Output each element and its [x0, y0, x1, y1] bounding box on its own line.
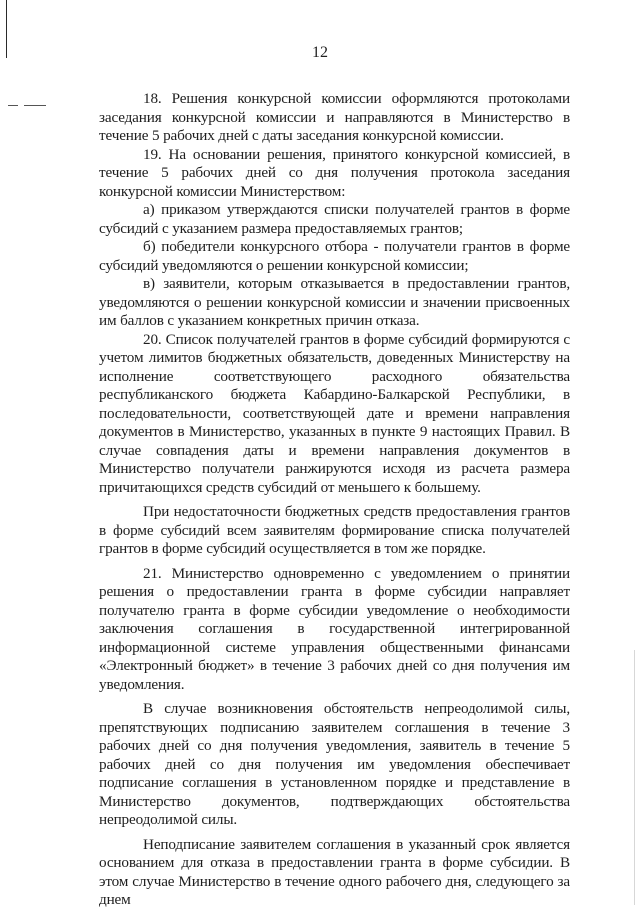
scan-dash-mark [8, 105, 18, 106]
paragraph-21-non-signing: Неподписание заявителем соглашения в указанный срок является основанием для отказа в предоставлении гранта в форме субсидии. В этом случае Министерство в течение одного рабочего дня, следующего за днем [99, 835, 570, 908]
paragraph-19: 19. На основании решения, принятого конкурсной комиссией, в течение 5 рабочих дней со дня получения протокола заседания конкурсной комиссии Министерством: [99, 145, 570, 200]
paragraph-19-v: в) заявители, которым отказывается в предоставлении грантов, уведомляются о решении конкурсной комиссии и значении присвоенных им баллов с указанием конкретных причин отказа. [99, 275, 570, 329]
paragraph-18: 18. Решения конкурсной комиссии оформляются протоколами заседания конкурсной комиссии и направляются в Министерство в течение 5 рабочих дней с даты заседания конкурсной комиссии. [99, 90, 570, 144]
document-body [99, 90, 570, 910]
scan-dash-mark [24, 105, 46, 106]
paragraph-21: 21. Министерство одновременно с уведомлением о принятии решения о предоставлении гранта в форме субсидии направляет получателю гранта в форме субсидии уведомление о необходимости заключения соглашения в государственной интегрированной информационной системе управления общественными финансами «Электронный бюджет» в течение 3 рабочих дней со дня получения им уведомления. [99, 564, 570, 693]
paragraph-21-force-majeure: В случае возникновения обстоятельств непреодолимой силы, препятствующих подписанию заявителем соглашения в течение 3 рабочих дней со дня получения уведомления, заявитель в течение 5 рабочих дней со дня получения им уведомления обеспечивает подписание соглашения в установленном порядке и представление в Министерство документов, подтверждающих обстоятельства непреодолимой силы. [99, 700, 570, 828]
paragraph-19-b: б) победители конкурсного отбора - получатели грантов в форме субсидий уведомляются о решении конкурсной комиссии; [99, 238, 570, 274]
scan-edge-mark [634, 650, 635, 905]
page-number: 12 [312, 44, 328, 61]
paragraph-19-a: а) приказом утверждаются списки получателей грантов в форме субсидий с указанием размера предоставляемых грантов; [99, 201, 570, 237]
paragraph-20: 20. Список получателей грантов в форме субсидий формируются с учетом лимитов бюджетных обязательств, доведенных Министерству на исполнение соответствующего расходного обязательства республиканского бюджета Кабардино-Балкарской Республики, в последовательности, соответствующей дате и времени направления документов в Министерство, указанных в пункте 9 настоящих Правил. В случае совпадения даты и времени направления документов в Министерство получатели ранжируются исходя из расчета размера причитающихся средств субсидий от меньшего к большему. [99, 330, 570, 496]
paragraph-20-insufficiency: При недостаточности бюджетных средств предоставления грантов в форме субсидий всем заявителям формирование списка получателей грантов в форме субсидий осуществляется в том же порядке. [99, 503, 570, 557]
